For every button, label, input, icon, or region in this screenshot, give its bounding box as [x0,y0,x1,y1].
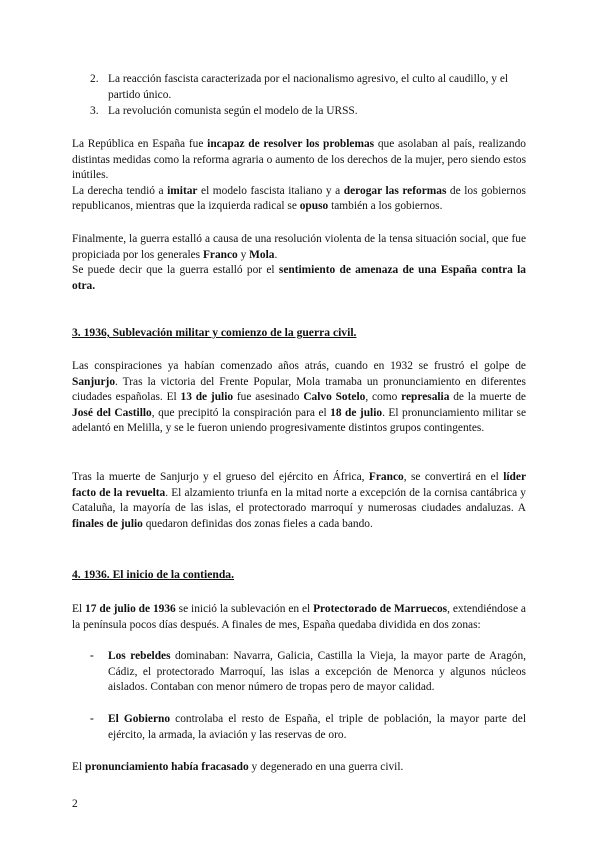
list-number: 3. [90,105,99,117]
paragraph-sanjurjo-franco: Tras la muerte de Sanjurjo y el grueso del ejército en África, Franco, se convertirá en el líder facto de la revuelta. El alzamiento triunfa en la mitad norte a excepción de la cornisa cantábrica y Cataluña, la mayoría de las islas, el protectorado marroquí y numerosas ciudades andaluzas. A finales de julio quedaron definidas dos zonas fieles a cada bando. [72,471,526,530]
paragraph-conclusion: El pronunciamiento había fracasado y degenerado en una guerra civil. [72,761,404,773]
list-number: 2. [90,73,99,85]
list-item [90,104,526,120]
bullet-dash: - [90,713,94,725]
page-number: 2 [72,798,78,810]
list-item [90,72,526,103]
paragraph-finalmente: Finalmente, la guerra estalló a causa de una resolución violenta de la tensa situación social, que fue propiciada por los generales Franco y Mola. Se puede decir que la guerra estalló por el sentimiento de amenaza de una España contra la otra. [72,233,527,292]
section-heading-4: 4. 1936. El inicio de la contienda. [72,568,235,581]
bullet-item-rebeldes: - Los rebeldes dominaban: Navarra, Galicia, Castilla la Vieja, la mayor parte de Aragón, Cádiz, el protectorado Marroquí, las islas a excepción de Menorca y algunos núcleos aislados. Contaban con menor número de tropas pero de mayor calidad. [90,650,527,694]
list-text: La reacción fascista caracterizada por el nacionalismo agresivo, el culto al caudillo, y el partido único. [108,73,509,101]
section-heading-3: 3. 1936, Sublevación militar y comienzo de la guerra civil. [72,326,357,339]
paragraph-conspiraciones: Las conspiraciones ya habían comenzado años atrás, cuando en 1932 se frustró el golpe de Sanjurjo. Tras la victoria del Frente Popular, Mola tramaba un pronunciamiento en diferentes ciudades españolas. El 13 de julio fue asesinado Calvo Sotelo, como represalia de la muerte de José del Castillo, que precipitó la conspiración para el 18 de julio. El pronunciamiento militar se adelantó en Melilla, y se le fueron uniendo progresivamente distintos grupos contingentes. [72,360,527,435]
list-text: La revolución comunista según el modelo de la URSS. [108,105,358,117]
bullet-item-gobierno: - El Gobierno controlaba el resto de España, el triple de población, la mayor parte del ejército, la armada, la aviación y las reservas de oro. [90,713,527,741]
paragraph-republica: La República en España fue incapaz de resolver los problemas que asolaban al país, realizando distintas medidas como la reforma agraria o aumento de los derechos de la mujer, pero siendo estos inútiles. La derecha tendió a imitar el modelo fascista italiano y a derogar las reformas de los gobiernos republicanos, mientras que la izquierda radical se opuso también a los gobiernos. [72,138,527,213]
bullet-dash: - [90,650,94,662]
paragraph-sublevacion: El 17 de julio de 1936 se inició la sublevación en el Protectorado de Marruecos, extendiéndose a la península pocos días después. A finales de mes, España quedaba dividida en dos zonas: [72,603,526,631]
